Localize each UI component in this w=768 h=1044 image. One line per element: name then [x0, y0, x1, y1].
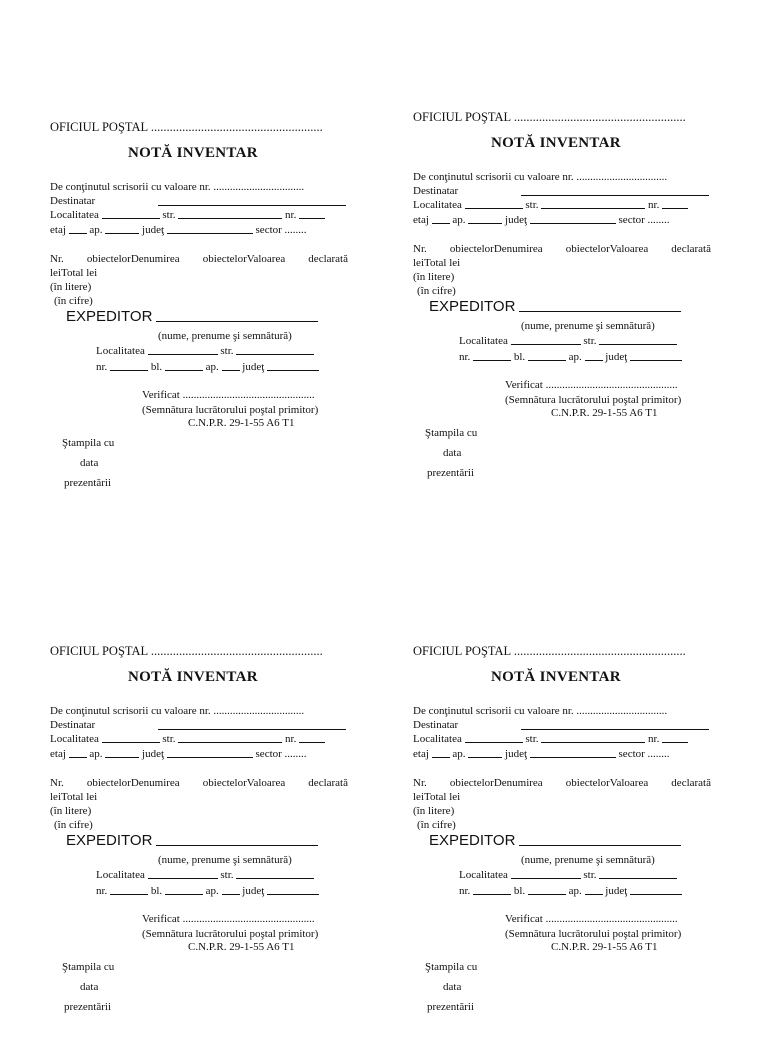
sender-county-field[interactable]: [267, 360, 319, 371]
county-label: judeţ: [142, 748, 165, 760]
apartment-field[interactable]: [468, 747, 502, 758]
total-row: leiTotal lei: [413, 791, 461, 803]
county-field[interactable]: [167, 223, 253, 234]
sender-street-field[interactable]: [599, 334, 677, 345]
sender-apartment-field[interactable]: [222, 884, 240, 895]
street-label: str.: [162, 209, 176, 221]
sender-signature-hint: (nume, prenume şi semnătură): [158, 330, 292, 342]
locality-label: Localitatea: [50, 733, 99, 745]
sender-field[interactable]: [519, 845, 681, 846]
street-label: str.: [525, 733, 539, 745]
address-line: [50, 747, 307, 761]
recipient-label: Destinatar: [50, 195, 96, 207]
locality-field[interactable]: [102, 208, 160, 219]
sender-number-field[interactable]: [110, 360, 148, 371]
street-field[interactable]: [541, 732, 645, 743]
locality-label: Localitatea: [413, 199, 462, 211]
items-table-header: Nr. obiectelorDenumirea obiectelorValoarea declarată: [413, 777, 711, 789]
sender-field[interactable]: [519, 311, 681, 312]
sender-locality-label: Localitatea: [459, 335, 508, 347]
sender-locality-field[interactable]: [511, 334, 581, 345]
sender-field[interactable]: [156, 321, 318, 322]
clerk-signature-hint: (Semnătura lucrătorului poştal primitor): [505, 394, 682, 406]
locality-field[interactable]: [102, 732, 160, 743]
sender-locality-label: Localitatea: [459, 869, 508, 881]
recipient-label: Destinatar: [413, 185, 459, 197]
locality-line: [413, 732, 688, 746]
sender-apartment-label: ap.: [205, 361, 219, 373]
sender-signature-hint: (nume, prenume şi semnătură): [521, 320, 655, 332]
recipient-field[interactable]: [521, 729, 709, 730]
sender-block-field[interactable]: [165, 360, 203, 371]
post-office-label: OFICIUL POŞTAL .......................................................: [413, 110, 686, 124]
form-title: NOTĂ INVENTAR: [491, 669, 621, 685]
form-code: C.N.P.R. 29-1-55 A6 T1: [551, 407, 658, 419]
apartment-label: ap.: [452, 214, 466, 226]
sender-address-line: [96, 360, 319, 374]
form-code: C.N.P.R. 29-1-55 A6 T1: [188, 417, 295, 429]
sender-number-label: nr.: [96, 361, 108, 373]
post-office-label: OFICIUL POŞTAL .......................................................: [50, 644, 323, 658]
sector-label: sector ........: [255, 224, 307, 236]
number-label: nr.: [285, 209, 297, 221]
locality-line: [50, 732, 325, 746]
verified-line: Verificat ................................................: [505, 379, 678, 391]
sender-block-label: bl.: [150, 361, 163, 373]
floor-field[interactable]: [69, 747, 87, 758]
apartment-label: ap.: [452, 748, 466, 760]
sender-county-label: judeţ: [605, 351, 628, 363]
total-row: leiTotal lei: [50, 791, 98, 803]
apartment-label: ap.: [89, 224, 103, 236]
locality-label: Localitatea: [50, 209, 99, 221]
sender-apartment-label: ap.: [568, 351, 582, 363]
street-field[interactable]: [178, 732, 282, 743]
sender-line: [66, 834, 318, 848]
in-digits-label: (în cifre): [54, 295, 93, 307]
recipient-line: [50, 194, 347, 208]
floor-field[interactable]: [432, 213, 450, 224]
floor-label: etaj: [413, 214, 429, 226]
form-code: C.N.P.R. 29-1-55 A6 T1: [551, 941, 658, 953]
items-table-header: Nr. obiectelorDenumirea obiectelorValoarea declarată: [50, 253, 348, 265]
apartment-field[interactable]: [105, 223, 139, 234]
sender-apartment-label: ap.: [205, 885, 219, 897]
street-field[interactable]: [541, 198, 645, 209]
recipient-label: Destinatar: [50, 719, 96, 731]
inventory-form-bottom-right: [413, 644, 713, 1044]
number-label: nr.: [648, 199, 660, 211]
sender-block-field[interactable]: [165, 884, 203, 895]
sender-line: [66, 310, 318, 324]
sender-block-label: bl.: [513, 885, 526, 897]
clerk-signature-hint: (Semnătura lucrătorului poştal primitor): [142, 928, 319, 940]
form-title: NOTĂ INVENTAR: [128, 669, 258, 685]
letter-content-line: De conţinutul scrisorii cu valoare nr. .................................: [413, 171, 668, 183]
form-code: C.N.P.R. 29-1-55 A6 T1: [188, 941, 295, 953]
items-table-header: Nr. obiectelorDenumirea obiectelorValoarea declarată: [413, 243, 711, 255]
floor-field[interactable]: [69, 223, 87, 234]
sender-number-label: nr.: [459, 885, 471, 897]
number-field[interactable]: [299, 732, 325, 743]
recipient-field[interactable]: [158, 205, 346, 206]
locality-label: Localitatea: [413, 733, 462, 745]
sender-locality-field[interactable]: [511, 868, 581, 879]
county-field[interactable]: [167, 747, 253, 758]
in-digits-label: (în cifre): [417, 285, 456, 297]
stamp-label-line-3: prezentării: [427, 1001, 475, 1013]
inventory-form-top-right: [413, 110, 713, 510]
stamp-label-line-1: Ştampila cu: [62, 961, 115, 973]
sender-address-line: [459, 350, 682, 364]
county-field[interactable]: [530, 213, 616, 224]
sender-block-field[interactable]: [528, 350, 566, 361]
sender-street-label: str.: [220, 869, 234, 881]
sector-label: sector ........: [618, 214, 670, 226]
recipient-label: Destinatar: [413, 719, 459, 731]
total-row: leiTotal lei: [413, 257, 461, 269]
address-line: [413, 213, 670, 227]
sender-label: EXPEDITOR: [429, 832, 516, 849]
recipient-field[interactable]: [158, 729, 346, 730]
items-table-header: Nr. obiectelorDenumirea obiectelorValoarea declarată: [50, 777, 348, 789]
letter-content-line: De conţinutul scrisorii cu valoare nr. .................................: [50, 181, 305, 193]
in-words-label: (în litere): [50, 281, 92, 293]
sender-field[interactable]: [156, 845, 318, 846]
stamp-label-line-2: data: [443, 447, 462, 459]
sender-locality-line: [459, 334, 677, 348]
sender-number-field[interactable]: [473, 884, 511, 895]
stamp-label-line-2: data: [443, 981, 462, 993]
sender-street-label: str.: [583, 869, 597, 881]
stamp-label-line-1: Ştampila cu: [62, 437, 115, 449]
sender-apartment-label: ap.: [568, 885, 582, 897]
sender-county-field[interactable]: [267, 884, 319, 895]
clerk-signature-hint: (Semnătura lucrătorului poştal primitor): [142, 404, 319, 416]
sender-locality-line: [459, 868, 677, 882]
sender-apartment-field[interactable]: [585, 350, 603, 361]
sender-address-line: [459, 884, 682, 898]
stamp-label-line-1: Ştampila cu: [425, 961, 478, 973]
sender-block-field[interactable]: [528, 884, 566, 895]
apartment-label: ap.: [89, 748, 103, 760]
in-digits-label: (în cifre): [54, 819, 93, 831]
recipient-line: [413, 184, 710, 198]
number-label: nr.: [648, 733, 660, 745]
street-field[interactable]: [178, 208, 282, 219]
sender-number-field[interactable]: [110, 884, 148, 895]
address-line: [413, 747, 670, 761]
recipient-line: [413, 718, 710, 732]
sender-street-label: str.: [583, 335, 597, 347]
in-words-label: (în litere): [413, 271, 455, 283]
verified-line: Verificat ................................................: [142, 913, 315, 925]
sender-locality-line: [96, 868, 314, 882]
sender-number-label: nr.: [96, 885, 108, 897]
inventory-form-top-left: [50, 120, 350, 520]
sender-label: EXPEDITOR: [66, 308, 153, 325]
county-field[interactable]: [530, 747, 616, 758]
sender-line: [429, 300, 681, 314]
sender-apartment-field[interactable]: [222, 360, 240, 371]
floor-label: etaj: [50, 224, 66, 236]
form-title: NOTĂ INVENTAR: [128, 145, 258, 161]
sender-street-field[interactable]: [236, 868, 314, 879]
stamp-label-line-2: data: [80, 981, 99, 993]
sender-signature-hint: (nume, prenume şi semnătură): [521, 854, 655, 866]
sender-street-field[interactable]: [599, 868, 677, 879]
stamp-label-line-1: Ştampila cu: [425, 427, 478, 439]
locality-field[interactable]: [465, 198, 523, 209]
county-label: judeţ: [505, 748, 528, 760]
county-label: judeţ: [505, 214, 528, 226]
in-words-label: (în litere): [50, 805, 92, 817]
floor-field[interactable]: [432, 747, 450, 758]
recipient-line: [50, 718, 347, 732]
sender-number-field[interactable]: [473, 350, 511, 361]
apartment-field[interactable]: [105, 747, 139, 758]
sender-locality-line: [96, 344, 314, 358]
floor-label: etaj: [50, 748, 66, 760]
sender-county-label: judeţ: [242, 361, 265, 373]
stamp-label-line-3: prezentării: [427, 467, 475, 479]
number-field[interactable]: [299, 208, 325, 219]
number-field[interactable]: [662, 198, 688, 209]
in-words-label: (în litere): [413, 805, 455, 817]
sector-label: sector ........: [618, 748, 670, 760]
locality-line: [50, 208, 325, 222]
floor-label: etaj: [413, 748, 429, 760]
stamp-label-line-3: prezentării: [64, 477, 112, 489]
form-title: NOTĂ INVENTAR: [491, 135, 621, 151]
verified-line: Verificat ................................................: [142, 389, 315, 401]
post-office-label: OFICIUL POŞTAL .......................................................: [50, 120, 323, 134]
clerk-signature-hint: (Semnătura lucrătorului poştal primitor): [505, 928, 682, 940]
verified-line: Verificat ................................................: [505, 913, 678, 925]
sender-block-label: bl.: [150, 885, 163, 897]
sender-street-field[interactable]: [236, 344, 314, 355]
sender-locality-label: Localitatea: [96, 869, 145, 881]
in-digits-label: (în cifre): [417, 819, 456, 831]
inventory-form-bottom-left: [50, 644, 350, 1044]
sender-locality-field[interactable]: [148, 868, 218, 879]
county-label: judeţ: [142, 224, 165, 236]
locality-line: [413, 198, 688, 212]
recipient-field[interactable]: [521, 195, 709, 196]
letter-content-line: De conţinutul scrisorii cu valoare nr. .................................: [413, 705, 668, 717]
stamp-label-line-3: prezentării: [64, 1001, 112, 1013]
sender-signature-hint: (nume, prenume şi semnătură): [158, 854, 292, 866]
sender-apartment-field[interactable]: [585, 884, 603, 895]
number-field[interactable]: [662, 732, 688, 743]
sender-county-field[interactable]: [630, 350, 682, 361]
total-row: leiTotal lei: [50, 267, 98, 279]
address-line: [50, 223, 307, 237]
apartment-field[interactable]: [468, 213, 502, 224]
sender-locality-label: Localitatea: [96, 345, 145, 357]
number-label: nr.: [285, 733, 297, 745]
sender-block-label: bl.: [513, 351, 526, 363]
sender-locality-field[interactable]: [148, 344, 218, 355]
sender-line: [429, 834, 681, 848]
locality-field[interactable]: [465, 732, 523, 743]
sender-label: EXPEDITOR: [66, 832, 153, 849]
sender-address-line: [96, 884, 319, 898]
sender-label: EXPEDITOR: [429, 298, 516, 315]
sector-label: sector ........: [255, 748, 307, 760]
stamp-label-line-2: data: [80, 457, 99, 469]
sender-number-label: nr.: [459, 351, 471, 363]
sender-county-label: judeţ: [605, 885, 628, 897]
sender-street-label: str.: [220, 345, 234, 357]
street-label: str.: [162, 733, 176, 745]
letter-content-line: De conţinutul scrisorii cu valoare nr. .................................: [50, 705, 305, 717]
sender-county-label: judeţ: [242, 885, 265, 897]
sender-county-field[interactable]: [630, 884, 682, 895]
street-label: str.: [525, 199, 539, 211]
post-office-label: OFICIUL POŞTAL .......................................................: [413, 644, 686, 658]
